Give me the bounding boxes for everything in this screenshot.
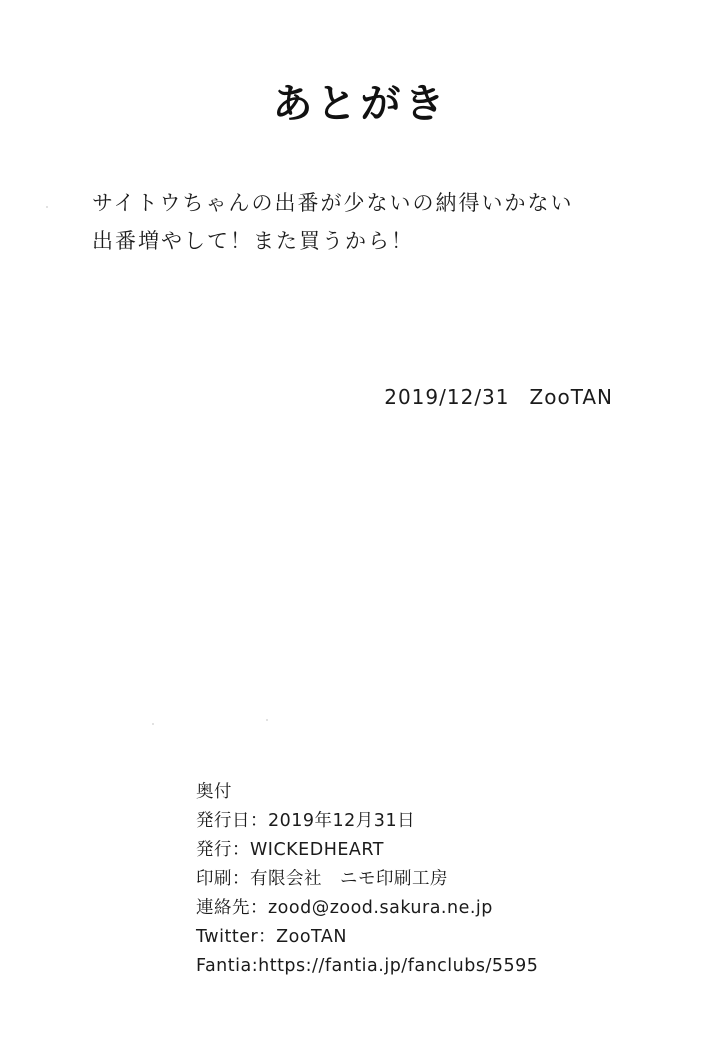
colophon-line-printer: 印刷：有限会社 ニモ印刷工房 <box>196 869 448 889</box>
paper-speck <box>152 723 154 725</box>
afterword-line: 出番増やして！また買うから！ <box>92 229 414 253</box>
colophon-line-contact: 連絡先：zood@zood.sakura.ne.jp <box>196 898 493 918</box>
colophon-heading: 奥付 <box>196 782 232 802</box>
colophon-line-publish-date: 発行日：2019年12月31日 <box>196 811 416 831</box>
paper-speck <box>266 719 268 721</box>
paper-speck <box>46 206 48 208</box>
signature-date: 2019/12/31 <box>384 385 510 409</box>
colophon-line-fantia: Fantia:https://fantia.jp/fanclubs/5595 <box>196 956 539 976</box>
colophon-line-twitter: Twitter：ZooTAN <box>196 927 347 947</box>
page-title: あとがき <box>272 81 449 127</box>
signature <box>0 385 721 409</box>
afterword-text <box>92 184 652 260</box>
afterword-line: サイトウちゃんの出番が少ないの納得いかない <box>92 191 574 215</box>
signature-author: ZooTAN <box>529 385 613 409</box>
colophon <box>196 778 538 981</box>
colophon-line-publisher: 発行：WICKEDHEART <box>196 840 384 860</box>
